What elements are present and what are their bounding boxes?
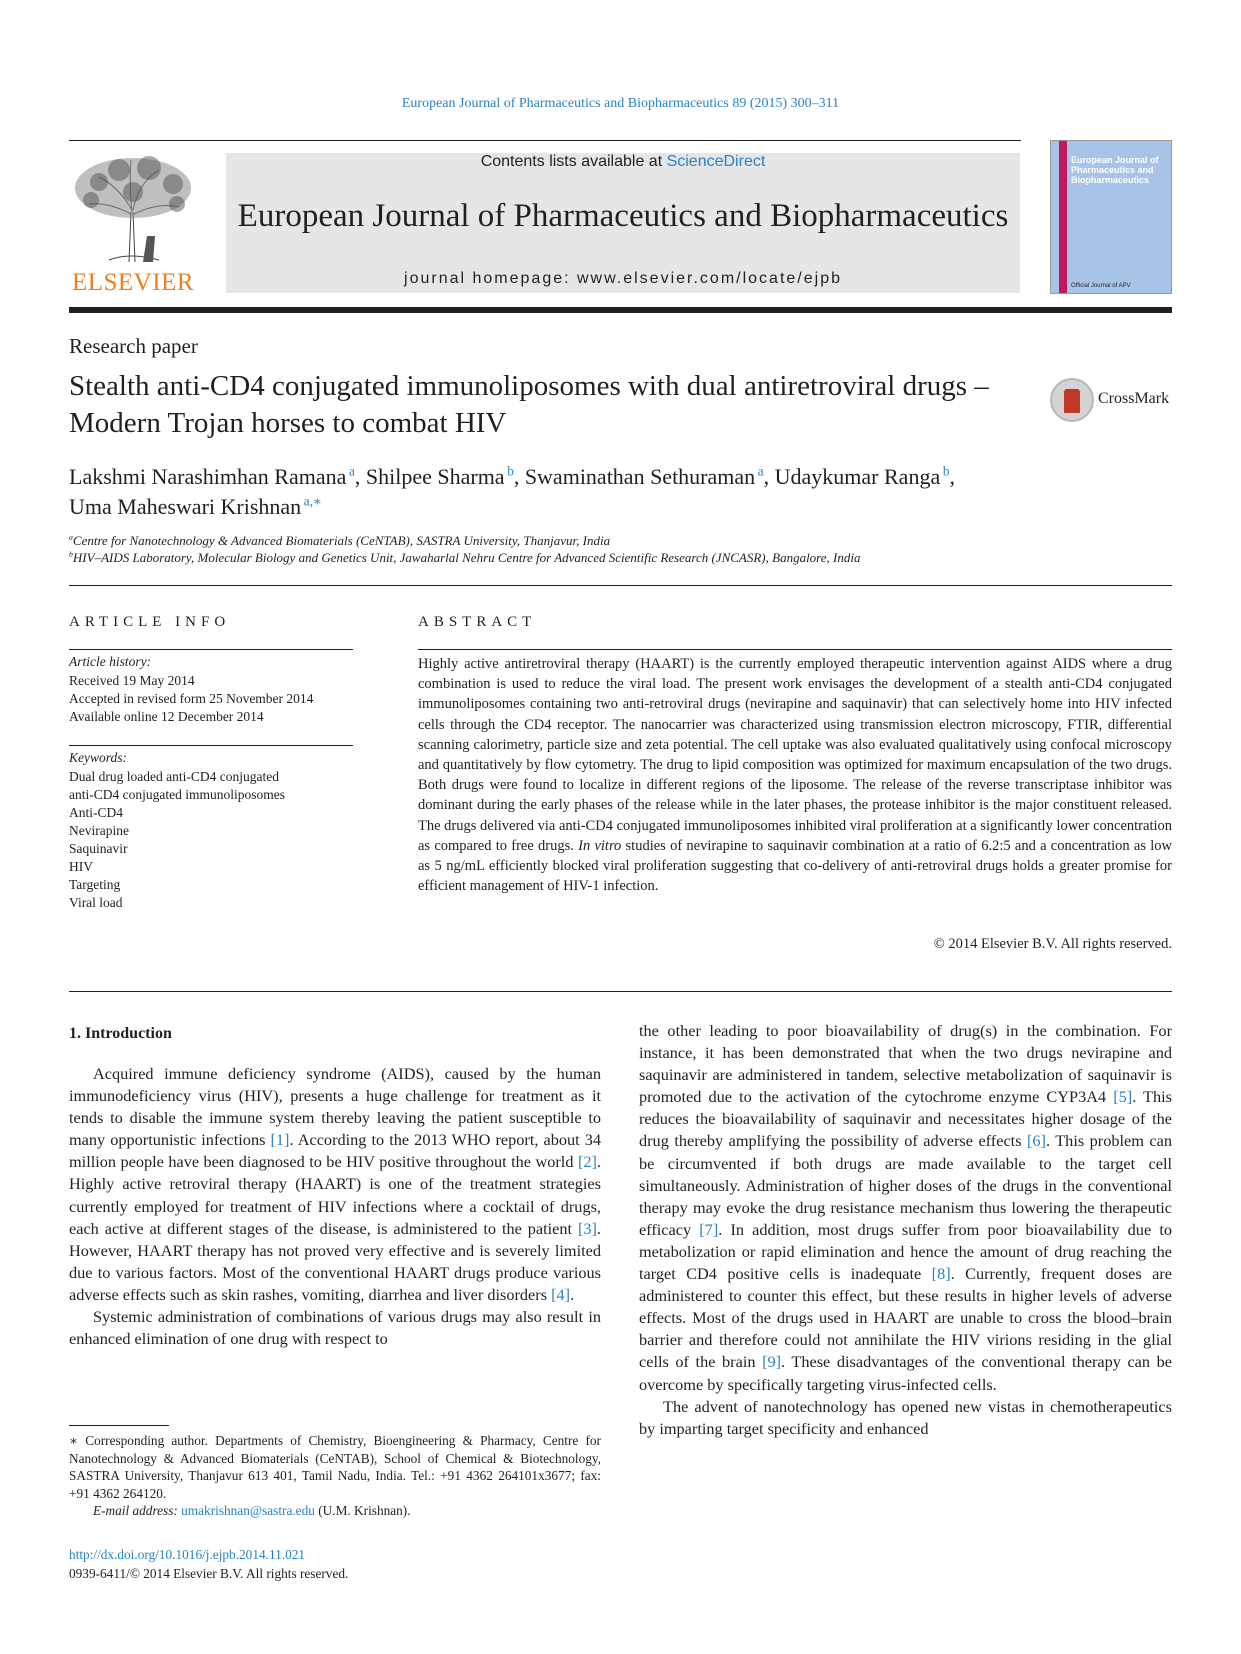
history-label: Article history: <box>69 654 152 669</box>
paragraph: The advent of nanotechnology has opened new vistas in chemotherapeutics by imparting target specificity and enhanced <box>639 1396 1172 1438</box>
affiliation-b-mark: b <box>69 549 73 559</box>
email-label: E-mail address: <box>93 1503 182 1518</box>
corresponding-author-footnote <box>69 1432 601 1520</box>
affiliation-b-text: HIV–AIDS Laboratory, Molecular Biology and Genetics Unit, Jawaharlal Nehru Centre for Advanced Scientific Research (JNCASR), Bangalore, India <box>72 550 861 565</box>
author-list <box>69 462 1179 522</box>
author-name[interactable]: Udaykumar Ranga <box>774 464 941 489</box>
author-name[interactable]: Uma Maheswari Krishnan <box>69 494 302 519</box>
affiliation-a <box>69 533 610 549</box>
text-run: . This reduces the bioavailability of saquinavir and necessitates higher dosage of the drug thereby amplifying the possibility of adverse effects <box>639 1087 1172 1151</box>
section-heading: 1. Introduction <box>69 1025 172 1042</box>
contents-prefix: Contents lists available at <box>480 153 667 170</box>
doi-link[interactable]: http://dx.doi.org/10.1016/j.ejpb.2014.11.021 <box>69 1547 306 1562</box>
reference-link[interactable]: [5] <box>1113 1087 1133 1107</box>
abstract-italic: In vitro <box>578 837 622 854</box>
keyword: Dual drug loaded anti-CD4 conjugated <box>69 769 279 784</box>
reference-link[interactable]: [2] <box>577 1152 597 1172</box>
keyword: Viral load <box>69 895 123 910</box>
crossmark-icon <box>1050 378 1094 422</box>
divider <box>418 649 1172 650</box>
text-run: . In addition, most drugs suffer from poor bioavailability due to metabolization or rapid elimination and hence the amount of drug reaching the target CD4 positive cells is inadequate <box>639 1219 1172 1284</box>
abstract-part: Highly active antiretroviral therapy (HAART) is the currently employed therapeutic intervention against AIDS where a drug combination is used to reduce the viral load. The present work envisages the development of a stealth anti-CD4 conjugated immunoliposomes containing two anti-retroviral drugs (nevirapine and saquinavir) that can selectively home into HIV infected cells through the CD4 receptor. The nanocarrier was characterized using transmission electron microscopy, FTIR, differential scanning calorimetry, particle size and zeta potential. The cell uptake was also evaluated qualitatively using confocal microscopy and quantitatively by flow cytometry. The drug to lipid composition was optimized for maximum encapsulation of the two drugs. Both drugs were found to localize in different regions of the liposome. The release of the reverse transcriptase inhibitor was dominant during the early phases of the release while in the later phases, the protease inhibitor is the major constituent released. The drugs delivered via anti-CD4 conjugated immunoliposomes inhibited viral proliferation at a significantly lower concentration as compared to free drugs. <box>418 656 1172 854</box>
text-run: . This problem can be circumvented if both drugs are made available to the target cell simultaneously. Administration of higher doses of the drugs in the conventional therapy may evoke the drug resistance mechanism thus lowering the therapeutic efficacy <box>639 1131 1172 1239</box>
elsevier-logo <box>69 152 197 297</box>
abstract-copyright: © 2014 Elsevier B.V. All rights reserved. <box>933 936 1172 952</box>
history-item: Accepted in revised form 25 November 2014 <box>69 691 314 706</box>
header-rule <box>69 140 1021 141</box>
journal-title: European Journal of Pharmaceutics and Biopharmaceutics <box>237 198 1009 234</box>
author-name[interactable]: Shilpee Sharma <box>365 464 505 489</box>
article-history <box>69 672 313 726</box>
article-title: Stealth anti-CD4 conjugated immunoliposomes with dual antiretroviral drugs – Modern Trojan horses to combat HIV <box>69 370 989 439</box>
keyword: Nevirapine <box>69 823 129 838</box>
cover-spine <box>1059 141 1067 293</box>
divider <box>69 649 353 650</box>
history-item: Available online 12 December 2014 <box>69 709 264 724</box>
author-affiliation-mark[interactable]: b <box>504 463 514 479</box>
author-separator: , <box>763 464 775 489</box>
affiliation-a-text: Centre for Nanotechnology & Advanced Biomaterials (CeNTAB), SASTRA University, Thanjavur, India <box>72 533 611 548</box>
journal-citation-link[interactable]: European Journal of Pharmaceutics and Biopharmaceutics 89 (2015) 300–311 <box>401 96 840 111</box>
text-run: . According to the 2013 WHO report, about 34 million people have been diagnosed to be HIV positive throughout the world <box>69 1130 601 1172</box>
cover-footer: Official Journal of APV <box>1071 283 1131 289</box>
elsevier-tree-icon <box>69 152 197 264</box>
text-run: Acquired immune deficiency syndrome (AIDS), caused by the human immunodeficiency virus (HIV), presents a huge challenge for treatment as it tends to disable the immune system thereby leaving the patient susceptible to many opportunistic infections <box>69 1064 601 1150</box>
divider <box>69 585 1172 586</box>
reference-link[interactable]: [7] <box>699 1219 719 1239</box>
email-line <box>69 1502 601 1520</box>
keyword: anti-CD4 conjugated immunoliposomes <box>69 787 285 802</box>
email-owner: (U.M. Krishnan). <box>314 1503 411 1518</box>
text-run: . Currently, frequent doses are administered to counter this effect, but these results in higher levels of adverse effects. Most of the drugs used in HAART are unable to cross the blood–brain barrier and therefore could not annihilate the HIV virions residing in the glial cells of the brain <box>639 1264 1172 1372</box>
author-separator: , <box>513 464 525 489</box>
text-run: . Highly active retroviral therapy (HAART) is one of the treatment strategies currently employed for treatment of HIV infections where a cocktail of drugs, each active at different stages of the disease, is administered to the patient <box>69 1152 601 1238</box>
footnote-rule <box>69 1425 169 1426</box>
issn-copyright: 0939-6411/© 2014 Elsevier B.V. All rights reserved. <box>69 1566 349 1581</box>
sciencedirect-link[interactable]: ScienceDirect <box>666 153 766 170</box>
author-name[interactable]: Swaminathan Sethuraman <box>524 464 756 489</box>
affiliation-b <box>69 550 860 566</box>
corresponding-text: ∗ Corresponding author. Departments of Chemistry, Bioengineering & Pharmacy, Centre for Nanotechnology & Advanced Biomaterials (CeNTAB), School of Chemical & Biotechnology, SASTRA University, Thanjavur 613 401, Tamil Nadu, India. Tel.: +91 4362 264101x3677; fax: +91 4362 264120. <box>69 1433 601 1501</box>
author-affiliation-mark[interactable]: a <box>346 463 355 479</box>
author-affiliation-mark[interactable]: b <box>940 463 950 479</box>
article-type: Research paper <box>69 334 198 358</box>
text-run: . However, HAART therapy has not proved very effective and is severely limited due to various factors. Most of the conventional HAART drugs produce various adverse effects such as skin rashes, vomiting, diarrhea and liver disorders <box>69 1218 601 1304</box>
journal-homepage[interactable]: journal homepage: www.elsevier.com/locate/ejpb <box>404 270 842 287</box>
reference-link[interactable]: [3] <box>577 1218 597 1238</box>
keyword: Targeting <box>69 877 121 892</box>
paragraph: Systemic administration of combinations of various drugs may also result in enhanced elimination of one drug with respect to <box>69 1307 601 1349</box>
affiliation-a-mark: a <box>69 532 73 542</box>
email-link[interactable]: umakrishnan@sastra.edu <box>181 1503 315 1518</box>
keyword: Saquinavir <box>69 841 128 856</box>
contents-line <box>226 153 1020 171</box>
text-run: . <box>570 1284 575 1304</box>
reference-link[interactable]: [1] <box>270 1130 290 1150</box>
reference-link[interactable]: [8] <box>931 1264 951 1284</box>
author-affiliation-mark[interactable]: a,∗ <box>301 493 322 509</box>
header-thick-rule <box>69 307 1172 313</box>
cover-title: European Journal of Pharmaceutics and Biopharmaceutics <box>1071 155 1159 185</box>
paragraph <box>69 1063 601 1306</box>
body-column-left <box>69 1063 601 1350</box>
abstract-part: studies of nevirapine to saquinavir combination at a ratio of 6.2:5 and a concentration as low as 5 ng/mL efficiently blocked viral proliferation suggesting that co-delivery of anti-retroviral drugs holds a greater promise for efficient management of HIV-1 infection. <box>418 837 1172 895</box>
keyword: Anti-CD4 <box>69 805 123 820</box>
author-separator: , <box>949 464 955 489</box>
keyword: HIV <box>69 859 93 874</box>
reference-link[interactable]: [6] <box>1027 1131 1046 1151</box>
author-separator: , <box>354 464 366 489</box>
divider <box>69 991 1172 992</box>
divider <box>69 745 353 746</box>
keywords-list <box>69 768 285 912</box>
journal-cover-image <box>1050 140 1172 294</box>
keywords-label: Keywords: <box>69 750 127 765</box>
abstract-heading: ABSTRACT <box>418 614 537 630</box>
article-info-heading: ARTICLE INFO <box>69 614 231 630</box>
abstract-text <box>418 654 1172 896</box>
paragraph <box>639 1020 1172 1396</box>
author-affiliation-mark[interactable]: a <box>755 463 764 479</box>
reference-link[interactable]: [4] <box>551 1284 571 1304</box>
crossmark-label: CrossMark <box>1098 390 1170 407</box>
crossmark-button[interactable] <box>1050 378 1180 424</box>
reference-link[interactable]: [9] <box>762 1352 782 1372</box>
text-run: . These disadvantages of the conventional therapy can be overcome by specifically targeting virus-infected cells. <box>639 1352 1172 1394</box>
author-name[interactable]: Lakshmi Narashimhan Ramana <box>69 464 347 489</box>
text-run: the other leading to poor bioavailability of drug(s) in the combination. For instance, it has been demonstrated that when the two drugs nevirapine and saquinavir are administered in tandem, selective metabolization of saquinavir is promoted due to the activation of the cytochrome enzyme CYP3A4 <box>639 1021 1172 1107</box>
elsevier-wordmark: ELSEVIER <box>71 269 195 296</box>
journal-banner <box>226 153 1020 293</box>
history-item: Received 19 May 2014 <box>69 673 195 688</box>
body-column-right <box>639 1020 1172 1440</box>
